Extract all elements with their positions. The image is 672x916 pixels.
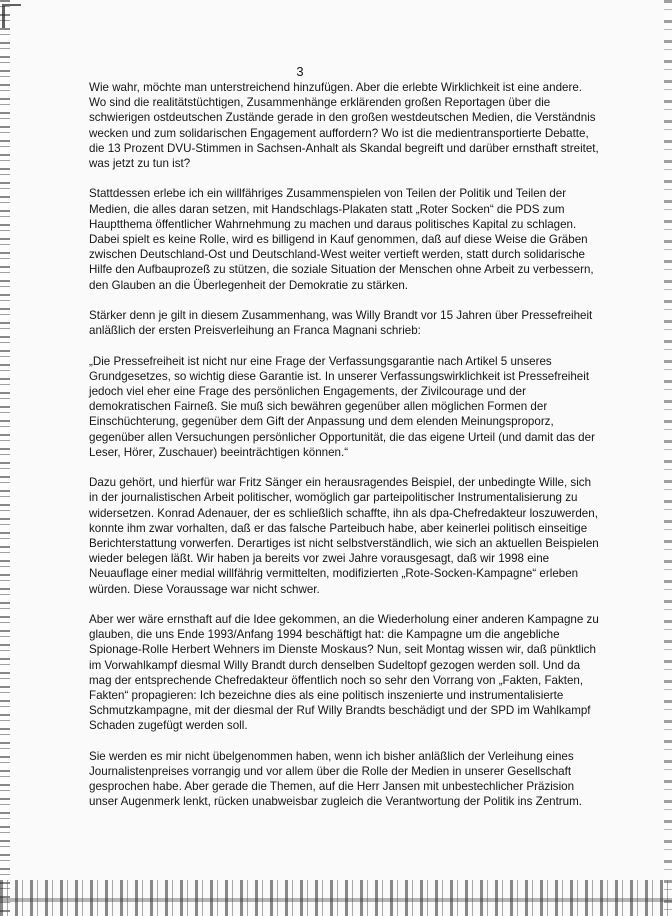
paragraph: Aber wer wäre ernsthaft auf die Idee gekommen, an die Wiederholung einer anderen Kampagne zu glauben, die uns Ende 1993/Anfang 1994 beschäftigt hat: die Kampagne um die angebliche Spionage-Rolle Herbert Wehners im Dienste Moskaus? Nun, seit Montag wissen wir, daß pünktlich im Vorwahlkampf diesmal Willy Brandt durch denselben Sudeltopf gezogen werden soll. Und da mag der entsprechende Chefredakteur öffentlich noch so sehr den Vorrang von „Fakten, Fakten, Fakten“ propagieren: Ich bezeichne dies als eine politisch inszenierte und instrumentalisierte Schmutzkampagne, mit der diesmal der Ruf Willy Brandts beschädigt und der SPD im Wahlkampf Schaden zugefügt werden soll.	[89, 613, 599, 733]
scan-edge-bottom-line	[0, 898, 672, 902]
paragraph: Stattdessen erlebe ich ein willfähriges Zusammenspielen von Teilen der Politik und Teilen der Medien, die alles daran setzen, mit Handschlags-Plakaten statt „Roter Socken“ die PDS zum Hauptthema öffentlicher Wahrnehmung zu machen und daraus politisches Kapital zu schlagen. Dabei spielt es keine Rolle, wird es billigend in Kauf genommen, daß auf diese Weise die Gräben zwischen Deutschland-Ost und Deutschland-West weiter vertieft werden, statt durch solidarische Hilfe den Aufbauprozeß zu stützen, die soziale Situation der Menschen ohne Arbeit zu verbessern, den Glauben an die Überlegenheit der Demokratie zu stärken.	[89, 187, 594, 292]
scan-edge-left	[0, 0, 10, 916]
paragraph: Sie werden es mir nicht übelgenommen haben, wenn ich bisher anläßlich der Verleihung eines Journalistenpreises vorrangig und vor allem über die Rolle der Medien in unserer Gesellschaft gesprochen habe. Aber gerade die Themen, auf die Herr Jansen mit unbestechlicher Präzision unser Augenmerk lenkt, rücken unabweisbar zugleich die Verantwortung der Politik ins Zentrum.	[89, 749, 582, 809]
quote-paragraph: „Die Pressefreiheit ist nicht nur eine Frage der Verfassungsgarantie nach Artikel 5 unseres Grundgesetzes, so wichtig diese Garantie ist. In unserer Verfassungswirklichkeit ist Pressefreiheit jedoch viel eher eine Frage des persönlichen Engagements, der Zivilcourage und der demokratischen Fairneß. Sie muß sich bewähren gegenüber allen möglichen Formen der Einschüchterung, gegenüber dem Gift der Anpassung und dem elenden Meinungsproporz, gegenüber allen Versuchungen persönlicher Opportunität, die das eigene Urteil (und damit das der Leser, Hörer, Zuschauer) beeinträchtigen können.“	[89, 354, 595, 459]
scan-corner-mark	[2, 4, 21, 28]
paragraph: Wie wahr, möchte man unterstreichend hinzufügen. Aber die erlebte Wirklichkeit ist eine andere. Wo sind die realitätstüchtigen, Zusammenhänge erklärenden großen Reportagen über die schwierigen ostdeutschen Zustände gerade in den großen westdeutschen Medien, die Verständnis wecken und zum solidarischen Engagement auffordern? Wo ist die medientransportierte Debatte, die 13 Prozent DVU-Stimmen in Sachsen-Anhalt als Skandal begreift und darüber ernsthaft streitet, was jetzt zu tun ist?	[89, 81, 599, 171]
body-text	[89, 80, 599, 825]
page-number: 3	[296, 64, 304, 79]
paragraph: Stärker denn je gilt in diesem Zusammenhang, was Willy Brandt vor 15 Jahren über Pressefreiheit anläßlich der ersten Preisverleihung an Franca Magnani schrieb:	[89, 309, 593, 338]
scan-edge-right	[664, 0, 672, 916]
paragraph: Dazu gehört, und hierfür war Fritz Sänger ein herausragendes Beispiel, der unbedingte Wille, sich in der journalistischen Arbeit politischer, womöglich gar parteipolitischer Instrumentalisierung zu widersetzen. Konrad Adenauer, der es schließlich schaffte, ihn als dpa-Chefredakteur loszuwerden, konnte ihm zwar vorhalten, daß er das falsche Parteibuch habe, aber keinerlei politisch einseitige Berichterstattung vorwerfen. Derartiges ist nicht selbstverständlich, wie sich an aktuellen Beispielen wieder belegen läßt. Wir haben ja bereits vor zwei Jahre vorausgesagt, daß wir 1998 eine Neuauflage einer medial willfährig vermittelten, modifizierten „Rote-Socken-Kampagne“ erleben würden. Diese Voraussage war nicht schwer.	[89, 476, 599, 596]
